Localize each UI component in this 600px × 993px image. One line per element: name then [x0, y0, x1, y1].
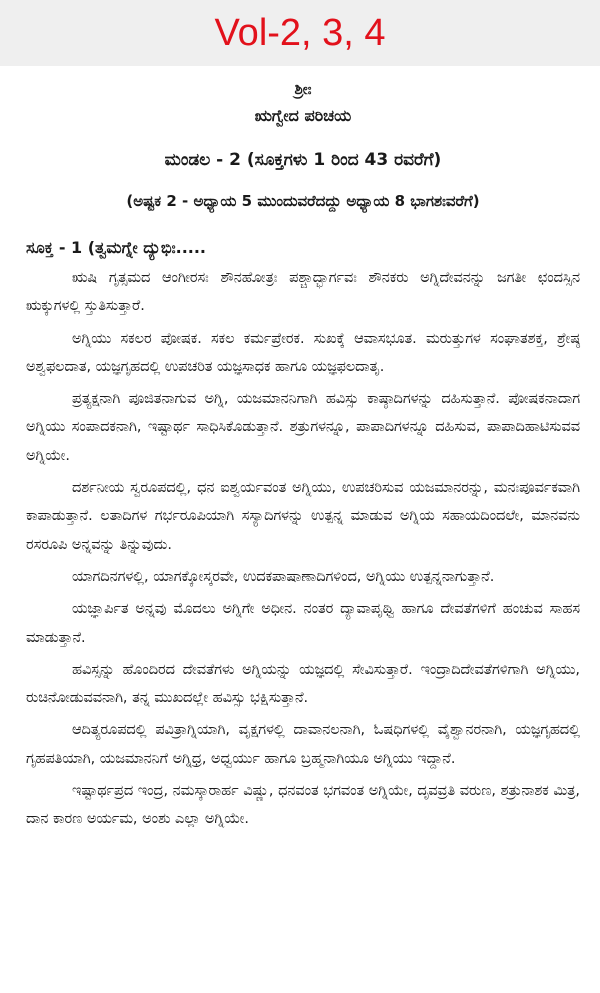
sookta-heading: ಸೂಕ್ತ - 1 (ತ್ವಮಗ್ನೇ ದ್ಯುಭಿಃ.....: [26, 238, 207, 257]
paragraph: ಇಷ್ಟಾರ್ಥಪ್ರದ ಇಂದ್ರ, ನಮಸ್ಕಾರಾರ್ಹ ವಿಷ್ಣು, ಧನವಂತ ಭಗವಂತ ಅಗ್ನಿಯೇ, ದೃವವ್ರತಿ ವರುಣ, ಶತ್ರುನಾಶಕ ಮಿತ್ರ, ದಾನ ಕಾರಣ ಅರ್ಯಮ, ಅಂಶು ಎಲ್ಲಾ ಅಗ್ನಿಯೇ.: [26, 783, 580, 828]
paragraph: ಪ್ರತ್ಯಕ್ಷನಾಗಿ ಪೂಜಿತನಾಗುವ ಅಗ್ನಿ, ಯಜಮಾನನಿಗಾಗಿ ಹವಿಸ್ಸು ಕಾಷ್ಠಾದಿಗಳನ್ನು ದಹಿಸುತ್ತಾನೆ. ಪೋಷಕನಾದಾಗ ಅಗ್ನಿಯು ಸಂಪಾದಕನಾಗಿ, ಇಷ್ಟಾರ್ಥ ಸಾಧಿಸಿಕೊಡುತ್ತಾನೆ. ಶತ್ರುಗಳನ್ನೂ, ಪಾಪಾದಿಗಳನ್ನೂ ದಹಿಸುವ, ಪಾಪಾದಿಹಾಟಿಸುವವ ಅಗ್ನಿಯೇ.: [26, 391, 580, 464]
paragraph: ಯಾಗದಿನಗಳಲ್ಲಿ, ಯಾಗಕ್ಕೋಸ್ಕರವೇ, ಉದಕಪಾಷಾಣಾದಿಗಳಿಂದ, ಅಗ್ನಿಯು ಉತ್ಪನ್ನನಾಗುತ್ತಾನೆ.: [72, 568, 495, 585]
paragraph: ಆದಿತ್ಯರೂಪದಲ್ಲಿ ಪವಿತ್ರಾಗ್ನಿಯಾಗಿ, ವೃಕ್ಷಗಳಲ್ಲಿ ದಾವಾನಲನಾಗಿ, ಓಷಧಿಗಳಲ್ಲಿ ವೈಶ್ವಾನರನಾಗಿ, ಯಜ್ಞಗೃಹದಲ್ಲಿ ಗೃಹಪತಿಯಾಗಿ, ಯಜಮಾನನಿಗೆ ಅಗ್ನಿಧ್ರ, ಅಧ್ವರ್ಯು ಹಾಗೂ ಬ್ರಹ್ಮನಾಗಿಯೂ ಅಗ್ನಿಯು ಇದ್ದಾನೆ.: [26, 722, 580, 767]
volume-title: Vol-2, 3, 4: [214, 12, 386, 54]
shree-heading: ಶ್ರೀಃ: [294, 80, 312, 98]
ashtaka-heading: (ಅಷ್ಟಕ 2 - ಅಧ್ಯಾಯ 5 ಮುಂದುವರೆದದ್ದು ಅಧ್ಯಾಯ 8 ಭಾಗಶಃವರೆಗೆ): [126, 192, 480, 210]
header-banner: [0, 0, 600, 66]
paragraph: ಅಗ್ನಿಯು ಸಕಲರ ಪೋಷಕ. ಸಕಲ ಕರ್ಮಪ್ರೇರಕ. ಸುಖಕ್ಕೆ ಆವಾಸಭೂತ. ಮರುತ್ತುಗಳ ಸಂಘಾತಶಕ್ತ, ಶ್ರೇಷ್ಠ ಅಶ್ವಫಲದಾತ, ಯಜ್ಞಗೃಹದಲ್ಲಿ ಉಪಚರಿತ ಯಜ್ಞಸಾಧಕ ಹಾಗೂ ಯಜ್ಞಫಲದಾತೃ.: [26, 330, 580, 375]
intro-title: ಋಗ್ವೇದ ಪರಿಚಯ: [254, 106, 352, 125]
mandala-heading: ಮಂಡಲ - 2 (ಸೂಕ್ತಗಳು 1 ರಿಂದ 43 ರವರೆಗೆ): [164, 150, 442, 170]
paragraph: ಹವಿಸ್ಸನ್ನು ಹೊಂದಿರದ ದೇವತೆಗಳು ಅಗ್ನಿಯನ್ನು ಯಜ್ಞದಲ್ಲಿ ಸೇವಿಸುತ್ತಾರೆ. ಇಂದ್ರಾದಿದೇವತೆಗಳಿಗಾಗಿ ಅಗ್ನಿಯು, ರುಚಿನೋಡುವವನಾಗಿ, ತನ್ನ ಮುಖದಲ್ಲೇ ಹವಿಸ್ಸು ಭಕ್ಷಿಸುತ್ತಾನೆ.: [26, 661, 580, 707]
paragraph: ದರ್ಶನೀಯ ಸ್ವರೂಪದಲ್ಲಿ, ಧನ ಐಶ್ವರ್ಯವಂತ ಅಗ್ನಿಯು, ಉಪಚರಿಸುವ ಯಜಮಾನರನ್ನು, ಮನಃಪೂರ್ವಕವಾಗಿ ಕಾಪಾಡುತ್ತಾನೆ. ಲತಾದಿಗಳ ಗರ್ಭರೂಪಿಯಾಗಿ ಸಸ್ಯಾದಿಗಳನ್ನು ಉತ್ಪನ್ನ ಮಾಡುವ ಅಗ್ನಿಯ ಸಹಾಯದಿಂದಲೇ, ಮಾನವನು ರಸರೂಪಿ ಅನ್ನವನ್ನು ತಿನ್ನುವುದು.: [26, 480, 580, 553]
paragraph: ಯಜ್ಞಾರ್ಪಿತ ಅನ್ನವು ಮೊದಲು ಅಗ್ನಿಗೇ ಅಧೀನ. ನಂತರ ದ್ಯಾವಾಪೃಥ್ವಿ ಹಾಗೂ ದೇವತೆಗಳಿಗೆ ಹಂಚುವ ಸಾಹಸ ಮಾಡುತ್ತಾನೆ.: [26, 601, 580, 646]
document-page: [0, 66, 600, 834]
paragraph: ಋಷಿ ಗೃತ್ಸಮದ ಆಂಗೀರಸಃ ಶೌನಹೋತ್ರಃ ಪಶ್ಚಾದ್ಭಾರ್ಗವಃ ಶೌನಕರು ಅಗ್ನಿದೇವನನ್ನು ಜಗತೀ ಛಂದಸ್ಸಿನ ಋಕ್ಕುಗಳಲ್ಲಿ ಸ್ತುತಿಸುತ್ತಾರೆ.: [26, 270, 580, 315]
